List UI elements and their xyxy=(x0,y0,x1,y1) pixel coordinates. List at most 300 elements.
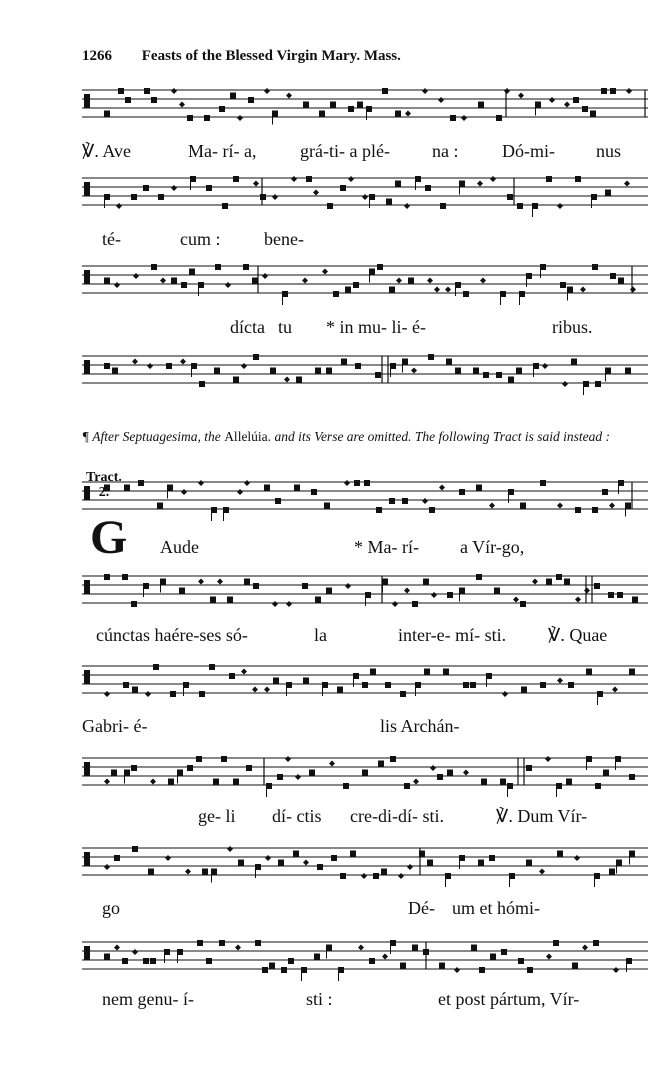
neume-note xyxy=(557,203,563,209)
neume-note xyxy=(586,669,592,675)
chant-staff-2 xyxy=(82,172,648,218)
lyric-syllable: té- xyxy=(102,229,121,249)
neume-note xyxy=(326,368,332,374)
neume-note xyxy=(315,597,321,603)
neume-note xyxy=(447,770,453,776)
neume-note xyxy=(338,967,344,973)
neume-note xyxy=(198,282,204,288)
neume-note xyxy=(253,181,259,187)
neume-note xyxy=(191,363,197,369)
neume-note xyxy=(132,359,138,365)
neume-note xyxy=(459,855,465,861)
neume-note xyxy=(392,601,398,607)
neume-note xyxy=(415,176,421,182)
neume-note xyxy=(168,779,174,785)
neume-note xyxy=(439,963,445,969)
neume-note xyxy=(395,111,401,117)
neume-note xyxy=(586,756,592,762)
lyric-syllable: * in mu- li- é- xyxy=(326,317,426,337)
neume-note xyxy=(422,498,428,504)
lyric-syllable: um et hómi- xyxy=(452,898,540,918)
neume-note xyxy=(114,282,120,288)
neume-note xyxy=(463,682,469,688)
neume-note xyxy=(355,363,361,369)
neume-note xyxy=(143,958,149,964)
neume-note xyxy=(405,111,411,117)
neume-note xyxy=(582,945,588,951)
neume-note xyxy=(479,967,485,973)
neume-note xyxy=(629,669,635,675)
neume-note xyxy=(124,770,130,776)
neume-note xyxy=(311,489,317,495)
neume-note xyxy=(423,579,429,585)
neume-note xyxy=(445,287,451,293)
neume-note xyxy=(389,287,395,293)
neume-note xyxy=(123,682,129,688)
lyric-syllable: Ma- rí- a, xyxy=(188,141,257,161)
neume-note xyxy=(362,770,368,776)
neume-note xyxy=(148,869,154,875)
neume-note xyxy=(270,368,276,374)
neume-note xyxy=(322,682,328,688)
neume-note xyxy=(382,88,388,94)
neume-note xyxy=(345,583,351,589)
neume-note xyxy=(286,682,292,688)
neume-note xyxy=(111,770,117,776)
neume-note xyxy=(165,855,171,861)
neume-note xyxy=(520,503,526,509)
neume-note xyxy=(219,940,225,946)
chant-staff-7 xyxy=(82,660,648,706)
neume-note xyxy=(500,291,506,297)
neume-note xyxy=(608,592,614,598)
neume-note xyxy=(626,958,632,964)
lyric-syllable: ge- li xyxy=(198,806,236,826)
lyric-syllable: et post pártum, Vír- xyxy=(438,989,580,1009)
neume-note xyxy=(357,102,363,108)
neume-note xyxy=(104,363,110,369)
neume-note xyxy=(535,102,541,108)
neume-note xyxy=(560,282,566,288)
neume-note xyxy=(324,503,330,509)
neume-note xyxy=(145,691,151,697)
neume-note xyxy=(238,860,244,866)
neume-note xyxy=(572,963,578,969)
neume-note xyxy=(227,846,233,852)
neume-note xyxy=(513,597,519,603)
neume-note xyxy=(333,291,339,297)
neume-note xyxy=(179,102,185,108)
neume-note xyxy=(431,592,437,598)
neume-note xyxy=(629,851,635,857)
neume-note xyxy=(526,273,532,279)
tract-word: Tract. xyxy=(86,470,122,485)
neume-note xyxy=(179,588,185,594)
neume-note xyxy=(390,940,396,946)
neume-note xyxy=(481,779,487,785)
neume-note xyxy=(390,363,396,369)
clef-icon xyxy=(84,852,90,866)
neume-note xyxy=(183,682,189,688)
neume-note xyxy=(293,851,299,857)
chant-staff-4 xyxy=(82,350,648,396)
neume-note xyxy=(275,498,281,504)
neume-note xyxy=(483,372,489,378)
neume-note xyxy=(411,368,417,374)
neume-note xyxy=(361,873,367,879)
neume-note xyxy=(478,102,484,108)
neume-note xyxy=(301,967,307,973)
neume-note xyxy=(353,282,359,288)
neume-note xyxy=(264,88,270,94)
neume-note xyxy=(187,115,193,121)
neume-note xyxy=(345,287,351,293)
neume-note xyxy=(150,779,156,785)
neume-note xyxy=(549,97,555,103)
neume-note xyxy=(413,779,419,785)
lyric-syllable: ribus. xyxy=(552,317,593,337)
neume-note xyxy=(222,203,228,209)
neume-note xyxy=(434,287,440,293)
neume-note xyxy=(132,949,138,955)
neume-note xyxy=(343,783,349,789)
neume-note xyxy=(237,489,243,495)
neume-note xyxy=(385,682,391,688)
neume-note xyxy=(265,855,271,861)
neume-note xyxy=(112,368,118,374)
clef-icon xyxy=(84,270,90,284)
neume-note xyxy=(517,203,523,209)
neume-note xyxy=(446,359,452,365)
neume-note xyxy=(354,480,360,486)
neume-note xyxy=(438,97,444,103)
neume-note xyxy=(404,203,410,209)
lyric-syllable: inter-e- mí- sti. xyxy=(398,625,507,645)
neume-note xyxy=(151,97,157,103)
neume-note xyxy=(262,273,268,279)
neume-note xyxy=(533,363,539,369)
neume-note xyxy=(609,869,615,875)
neume-note xyxy=(153,664,159,670)
lyric-syllable: cum : xyxy=(180,229,221,249)
lyric-syllable: Dé- xyxy=(408,898,435,918)
lyric-syllable: tu xyxy=(278,317,293,337)
neume-note xyxy=(244,579,250,585)
neume-note xyxy=(398,873,404,879)
lyric-syllable: cúnctas haére-ses só- xyxy=(96,625,248,645)
neume-note xyxy=(131,194,137,200)
neume-note xyxy=(221,756,227,762)
neume-note xyxy=(592,264,598,270)
neume-note xyxy=(248,97,254,103)
neume-note xyxy=(138,480,144,486)
neume-note xyxy=(594,873,600,879)
neume-note xyxy=(219,106,225,112)
neume-note xyxy=(211,507,217,513)
neume-note xyxy=(198,480,204,486)
neume-note xyxy=(348,106,354,112)
neume-note xyxy=(114,945,120,951)
neume-note xyxy=(473,368,479,374)
neume-note xyxy=(206,185,212,191)
neume-note xyxy=(262,967,268,973)
neume-note xyxy=(404,588,410,594)
neume-note xyxy=(151,264,157,270)
neume-note xyxy=(244,480,250,486)
neume-note xyxy=(564,579,570,585)
neume-note xyxy=(104,278,110,284)
neume-note xyxy=(610,88,616,94)
neume-note xyxy=(381,869,387,875)
neume-note xyxy=(104,574,110,580)
neume-note xyxy=(131,765,137,771)
rubric-text: After Septuagesima, the xyxy=(92,429,221,444)
neume-note xyxy=(366,106,372,112)
neume-note xyxy=(104,111,110,117)
lyric-syllable: ℣. Dum Vír- xyxy=(496,806,588,826)
lyric-syllable: bene- xyxy=(264,229,304,249)
neume-note xyxy=(447,592,453,598)
neume-note xyxy=(580,287,586,293)
neume-note xyxy=(272,601,278,607)
neume-note xyxy=(395,181,401,187)
neume-note xyxy=(288,958,294,964)
neume-note xyxy=(540,264,546,270)
neume-note xyxy=(124,485,130,491)
neume-note xyxy=(440,203,446,209)
neume-note xyxy=(260,194,266,200)
neume-note xyxy=(490,954,496,960)
pilcrow-icon: ¶ xyxy=(82,429,90,444)
neume-note xyxy=(507,194,513,200)
neume-note xyxy=(180,359,186,365)
neume-note xyxy=(496,372,502,378)
neume-note xyxy=(613,967,619,973)
neume-note xyxy=(557,678,563,684)
neume-note xyxy=(322,269,328,275)
neume-note xyxy=(471,945,477,951)
neume-note xyxy=(206,958,212,964)
neume-note xyxy=(546,579,552,585)
neume-note xyxy=(181,489,187,495)
neume-note xyxy=(459,181,465,187)
neume-note xyxy=(284,377,290,383)
neume-note xyxy=(408,278,414,284)
neume-note xyxy=(237,115,243,121)
neume-note xyxy=(291,176,297,182)
neume-note xyxy=(160,278,166,284)
neume-note xyxy=(450,115,456,121)
rubric-alleluia: Allelúia. xyxy=(224,429,272,444)
neume-note xyxy=(540,480,546,486)
neume-note xyxy=(425,185,431,191)
neume-note xyxy=(369,958,375,964)
neume-note xyxy=(286,601,292,607)
neume-note xyxy=(104,864,110,870)
lyric-syllable: nem genu- í- xyxy=(102,989,194,1009)
neume-note xyxy=(626,88,632,94)
neume-note xyxy=(592,507,598,513)
neume-note xyxy=(582,106,588,112)
neume-note xyxy=(489,855,495,861)
neume-note xyxy=(132,687,138,693)
lyric-syllable: dí- ctis xyxy=(272,806,322,826)
neume-note xyxy=(610,273,616,279)
lyric-syllable: Gabri- é- xyxy=(82,716,148,736)
neume-note xyxy=(358,945,364,951)
neume-note xyxy=(365,592,371,598)
chant-staff-5 xyxy=(82,476,648,522)
neume-note xyxy=(443,669,449,675)
neume-note xyxy=(566,779,572,785)
neume-note xyxy=(171,88,177,94)
neume-note xyxy=(400,963,406,969)
neume-note xyxy=(590,111,596,117)
neume-note xyxy=(122,958,128,964)
running-title: Feasts of the Blessed Virgin Mary. Mass. xyxy=(141,48,401,64)
neume-note xyxy=(313,190,319,196)
neume-note xyxy=(281,967,287,973)
neume-note xyxy=(407,864,413,870)
neume-note xyxy=(196,756,202,762)
neume-note xyxy=(122,574,128,580)
lyric-syllable: grá-ti- a plé- xyxy=(300,141,390,161)
neume-note xyxy=(542,363,548,369)
neume-note xyxy=(187,765,193,771)
neume-note xyxy=(189,269,195,275)
neume-note xyxy=(625,368,631,374)
chant-staff-10 xyxy=(82,936,648,982)
neume-note xyxy=(272,194,278,200)
neume-note xyxy=(553,940,559,946)
neume-note xyxy=(370,669,376,675)
chant-staff-6 xyxy=(82,570,648,616)
neume-note xyxy=(427,278,433,284)
lyric-syllable: lis Archán- xyxy=(380,716,460,736)
clef-icon xyxy=(84,580,90,594)
lyric-syllable: a Vír-go, xyxy=(460,537,525,557)
neume-note xyxy=(463,770,469,776)
neume-note xyxy=(303,102,309,108)
neume-note xyxy=(255,940,261,946)
neume-note xyxy=(377,264,383,270)
neume-note xyxy=(160,579,166,585)
neume-note xyxy=(556,574,562,580)
neume-note xyxy=(278,860,284,866)
neume-note xyxy=(445,873,451,879)
rubric-note xyxy=(82,429,648,445)
neume-note xyxy=(211,869,217,875)
clef-icon xyxy=(84,762,90,776)
neume-note xyxy=(502,691,508,697)
neume-note xyxy=(282,291,288,297)
neume-note xyxy=(214,368,220,374)
lyric-syllable: nus xyxy=(596,141,622,161)
lyric-syllable: go xyxy=(102,898,120,918)
neume-note xyxy=(618,278,624,284)
neume-note xyxy=(143,583,149,589)
lyric-syllable: ℣. Ave xyxy=(82,141,131,161)
neume-note xyxy=(243,264,249,270)
neume-note xyxy=(584,588,590,594)
neume-note xyxy=(612,687,618,693)
neume-note xyxy=(463,291,469,297)
neume-note xyxy=(177,770,183,776)
neume-note xyxy=(353,673,359,679)
rubric-text-2: and its Verse are omitted. The following Tract is said instead : xyxy=(274,429,610,444)
neume-note xyxy=(185,869,191,875)
neume-note xyxy=(601,88,607,94)
lyric-syllable: cre-di-dí- sti. xyxy=(350,806,444,826)
neume-note xyxy=(518,958,524,964)
neume-note xyxy=(427,860,433,866)
neume-note xyxy=(177,949,183,955)
neume-note xyxy=(382,954,388,960)
neume-note xyxy=(264,687,270,693)
neume-note xyxy=(571,359,577,365)
neume-note xyxy=(594,583,600,589)
neume-note xyxy=(315,368,321,374)
lyric-syllable: sti : xyxy=(306,989,333,1009)
neume-note xyxy=(266,783,272,789)
neume-note xyxy=(269,963,275,969)
neume-note xyxy=(114,855,120,861)
neume-note xyxy=(605,190,611,196)
neume-note xyxy=(539,869,545,875)
neume-note xyxy=(330,102,336,108)
neume-note xyxy=(198,579,204,585)
neume-note xyxy=(314,954,320,960)
neume-note xyxy=(575,507,581,513)
chant-staff-9 xyxy=(82,842,648,888)
neume-note xyxy=(595,381,601,387)
neume-note xyxy=(617,592,623,598)
neume-note xyxy=(295,774,301,780)
neume-note xyxy=(147,363,153,369)
neume-note xyxy=(459,489,465,495)
neume-note xyxy=(364,480,370,486)
neume-note xyxy=(629,774,635,780)
neume-note xyxy=(375,372,381,378)
neume-note xyxy=(116,203,122,209)
neume-note xyxy=(327,203,333,209)
neume-note xyxy=(150,958,156,964)
neume-note xyxy=(253,354,259,360)
neume-note xyxy=(437,774,443,780)
neume-note xyxy=(557,503,563,509)
neume-note xyxy=(454,967,460,973)
neume-note xyxy=(252,687,258,693)
neume-note xyxy=(350,851,356,857)
neume-note xyxy=(286,93,292,99)
neume-note xyxy=(302,583,308,589)
neume-note xyxy=(285,756,291,762)
neume-note xyxy=(575,176,581,182)
neume-note xyxy=(625,503,631,509)
neume-note xyxy=(461,115,467,121)
neume-note xyxy=(199,691,205,697)
neume-note xyxy=(508,377,514,383)
lyric-syllable: la xyxy=(314,625,327,645)
neume-note xyxy=(602,489,608,495)
clef-icon xyxy=(84,94,90,108)
neume-note xyxy=(252,278,258,284)
neume-note xyxy=(439,485,445,491)
neume-note xyxy=(593,940,599,946)
neume-note xyxy=(532,579,538,585)
neume-note xyxy=(386,199,392,205)
tract-number: 2. xyxy=(98,485,110,500)
